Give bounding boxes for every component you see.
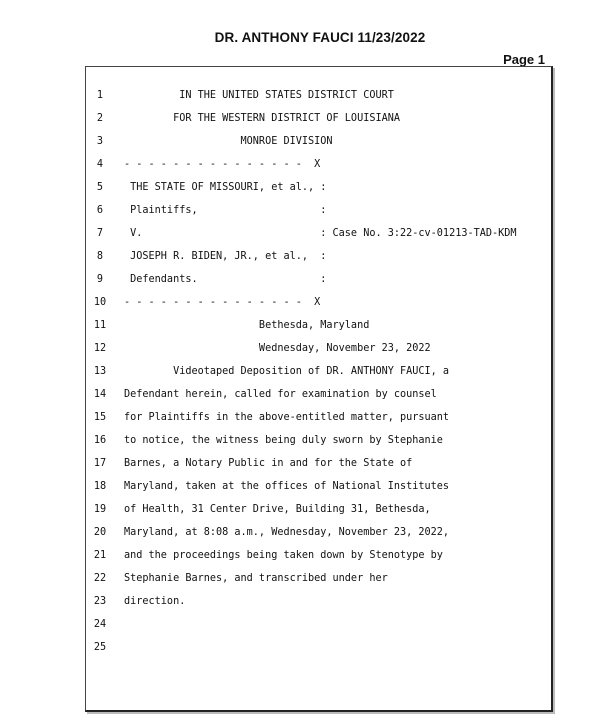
line-text: Plaintiffs, : bbox=[124, 205, 327, 216]
line-text: - - - - - - - - - - - - - - - X bbox=[124, 159, 321, 170]
transcript-line bbox=[0, 109, 600, 129]
line-number: 8 bbox=[96, 251, 104, 262]
line-number: 21 bbox=[93, 550, 107, 561]
line-number: 16 bbox=[93, 435, 107, 446]
line-text: and the proceedings being taken down by Stenotype by bbox=[124, 550, 443, 561]
transcript-line bbox=[0, 615, 600, 635]
line-number: 23 bbox=[93, 596, 107, 607]
line-number: 9 bbox=[96, 274, 104, 285]
transcript-line bbox=[0, 385, 600, 405]
transcript-line bbox=[0, 638, 600, 658]
line-number: 24 bbox=[93, 619, 107, 630]
line-number: 3 bbox=[96, 136, 104, 147]
line-number: 19 bbox=[93, 504, 107, 515]
transcript-line bbox=[0, 592, 600, 612]
line-text: Defendants. : bbox=[124, 274, 327, 285]
line-text: Maryland, taken at the offices of National Institutes bbox=[124, 481, 450, 492]
line-text: for Plaintiffs in the above-entitled matter, pursuant bbox=[124, 412, 450, 423]
line-text: Maryland, at 8:08 a.m., Wednesday, November 23, 2022, bbox=[124, 527, 450, 538]
transcript-line bbox=[0, 224, 600, 244]
line-number: 1 bbox=[96, 90, 104, 101]
line-text: Stephanie Barnes, and transcribed under her bbox=[124, 573, 388, 584]
transcript-line bbox=[0, 270, 600, 290]
line-number: 13 bbox=[93, 366, 107, 377]
line-text: to notice, the witness being duly sworn by Stephanie bbox=[124, 435, 443, 446]
line-text: direction. bbox=[124, 596, 186, 607]
transcript-line bbox=[0, 132, 600, 152]
transcript-line bbox=[0, 247, 600, 267]
transcript-line bbox=[0, 339, 600, 359]
transcript-line bbox=[0, 546, 600, 566]
line-text: Wednesday, November 23, 2022 bbox=[124, 343, 431, 354]
page-number-label: Page 1 bbox=[503, 52, 545, 67]
line-number: 4 bbox=[96, 159, 104, 170]
line-number: 25 bbox=[93, 642, 107, 653]
line-number: 14 bbox=[93, 389, 107, 400]
line-text: Bethesda, Maryland bbox=[124, 320, 370, 331]
line-number: 10 bbox=[93, 297, 107, 308]
transcript-line bbox=[0, 178, 600, 198]
transcript-line bbox=[0, 201, 600, 221]
line-number: 18 bbox=[93, 481, 107, 492]
line-text: FOR THE WESTERN DISTRICT OF LOUISIANA bbox=[124, 113, 401, 124]
line-number: 17 bbox=[93, 458, 107, 469]
line-number: 5 bbox=[96, 182, 104, 193]
line-text: V. : Case No. 3:22-cv-01213-TAD-KDM bbox=[124, 228, 517, 239]
line-number: 15 bbox=[93, 412, 107, 423]
line-number: 11 bbox=[93, 320, 107, 331]
line-text: - - - - - - - - - - - - - - - X bbox=[124, 297, 321, 308]
line-text: JOSEPH R. BIDEN, JR., et al., : bbox=[124, 251, 327, 262]
line-text: Barnes, a Notary Public in and for the State of bbox=[124, 458, 413, 469]
transcript-line bbox=[0, 431, 600, 451]
transcript-line bbox=[0, 408, 600, 428]
transcript-line bbox=[0, 477, 600, 497]
transcript-line bbox=[0, 362, 600, 382]
line-text: Videotaped Deposition of DR. ANTHONY FAUCI, a bbox=[124, 366, 450, 377]
line-number: 7 bbox=[96, 228, 104, 239]
transcript-line bbox=[0, 86, 600, 106]
transcript-line bbox=[0, 523, 600, 543]
line-text: of Health, 31 Center Drive, Building 31, Bethesda, bbox=[124, 504, 431, 515]
line-number: 6 bbox=[96, 205, 104, 216]
transcript-line bbox=[0, 316, 600, 336]
line-text: THE STATE OF MISSOURI, et al., : bbox=[124, 182, 327, 193]
line-number: 2 bbox=[96, 113, 104, 124]
line-text: Defendant herein, called for examination by counsel bbox=[124, 389, 437, 400]
line-text: IN THE UNITED STATES DISTRICT COURT bbox=[124, 90, 394, 101]
line-number: 12 bbox=[93, 343, 107, 354]
transcript-line bbox=[0, 569, 600, 589]
transcript-line bbox=[0, 155, 600, 175]
line-text: MONROE DIVISION bbox=[124, 136, 333, 147]
transcript-line bbox=[0, 293, 600, 313]
line-number: 20 bbox=[93, 527, 107, 538]
transcript-line bbox=[0, 454, 600, 474]
transcript-line bbox=[0, 500, 600, 520]
line-number: 22 bbox=[93, 573, 107, 584]
document-header-title: DR. ANTHONY FAUCI 11/23/2022 bbox=[214, 30, 426, 45]
